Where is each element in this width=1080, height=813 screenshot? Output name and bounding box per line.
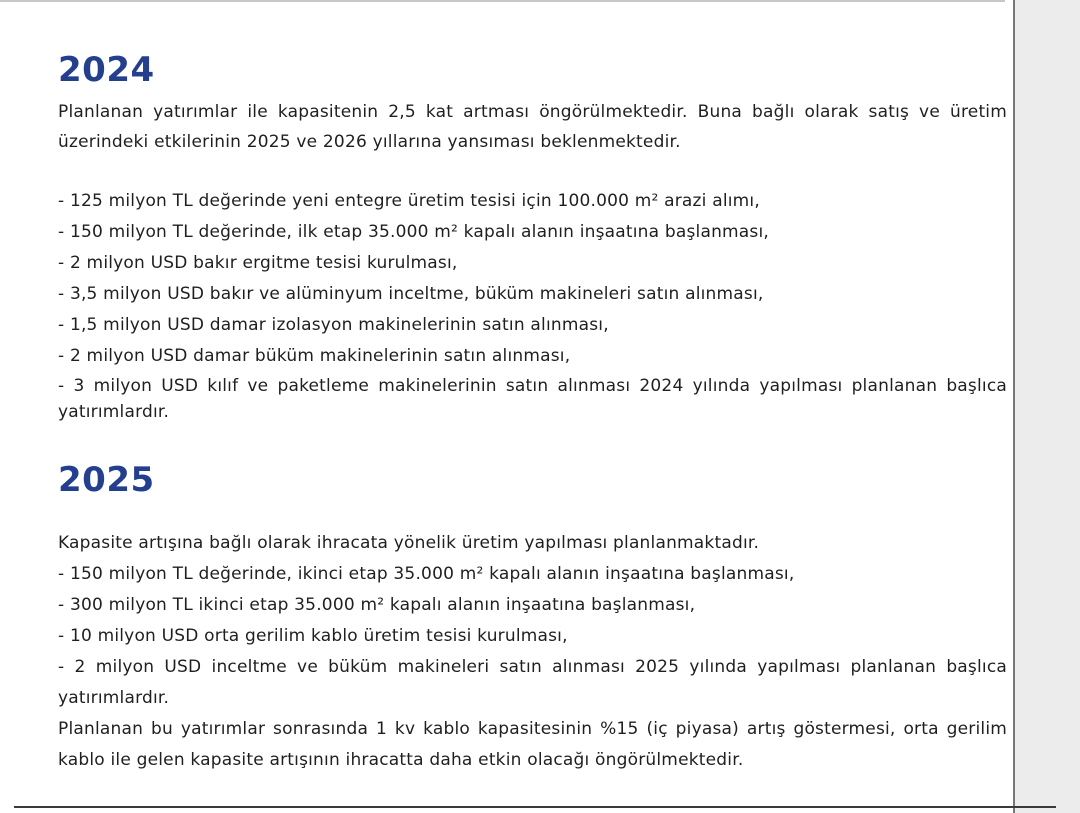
list-item: - 10 milyon USD orta gerilim kablo üretim tesisi kurulması, bbox=[58, 626, 568, 646]
list-item: - 3,5 milyon USD bakır ve alüminyum inceltme, büküm makineleri satın alınması, bbox=[58, 284, 764, 304]
heading-2025: 2025 bbox=[58, 460, 155, 500]
investment-list-2024 bbox=[58, 186, 1007, 425]
bottom-divider bbox=[14, 806, 1056, 808]
heading-2024: 2024 bbox=[58, 50, 155, 90]
list-item: Planlanan bu yatırımlar sonrasında 1 kv kablo kapasitesinin %15 (iç piyasa) artış göstermesi, orta gerilim kablo ile gelen kapasite artışının ihracatta daha etkin olacağı öngörülmektedir. bbox=[58, 719, 1007, 770]
list-item: - 150 milyon TL değerinde, ikinci etap 35.000 m² kapalı alanın inşaatına başlanması, bbox=[58, 564, 795, 584]
list-item: - 3 milyon USD kılıf ve paketleme makinelerinin satın alınması 2024 yılında yapılması planlanan başlıca yatırımlardır. bbox=[58, 376, 1007, 422]
list-item: - 1,5 milyon USD damar izolasyon makinelerinin satın alınması, bbox=[58, 315, 609, 335]
top-divider bbox=[0, 0, 1005, 2]
list-item: - 150 milyon TL değerinde, ilk etap 35.000 m² kapalı alanın inşaatına başlanması, bbox=[58, 222, 770, 242]
list-item: - 300 milyon TL ikinci etap 35.000 m² kapalı alanın inşaatına başlanması, bbox=[58, 595, 696, 615]
list-item: - 2 milyon USD bakır ergitme tesisi kurulması, bbox=[58, 253, 458, 273]
list-item: - 125 milyon TL değerinde yeni entegre üretim tesisi için 100.000 m² arazi alımı, bbox=[58, 191, 760, 211]
list-item: Kapasite artışına bağlı olarak ihracata yönelik üretim yapılması planlanmaktadır. bbox=[58, 533, 760, 553]
page-edge bbox=[1013, 0, 1080, 813]
investment-list-2025 bbox=[58, 528, 1007, 776]
intro-2024: Planlanan yatırımlar ile kapasitenin 2,5 kat artması öngörülmektedir. Buna bağlı olarak satış ve üretim üzerindeki etkilerinin 2025 ve 2026 yıllarına yansıması beklenmektedir. bbox=[58, 102, 1007, 152]
list-item: - 2 milyon USD damar büküm makinelerinin satın alınması, bbox=[58, 346, 571, 366]
list-item: - 2 milyon USD inceltme ve büküm makineleri satın alınması 2025 yılında yapılması planlanan başlıca yatırımlardır. bbox=[58, 657, 1007, 708]
